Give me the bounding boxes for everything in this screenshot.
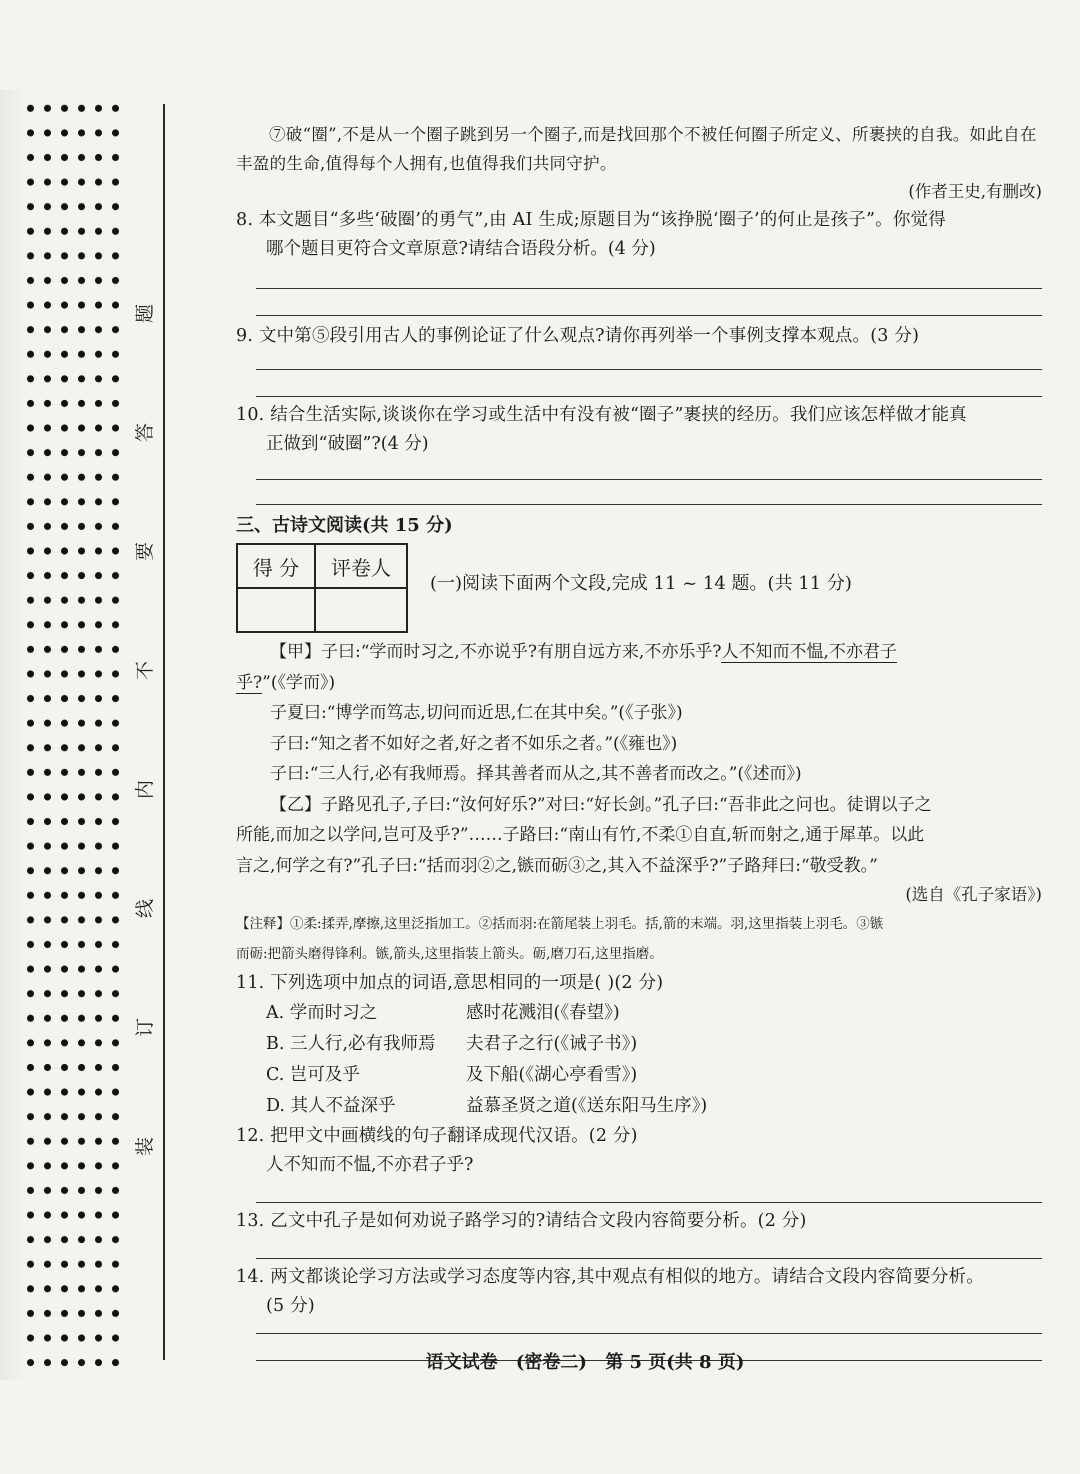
binding-line xyxy=(163,104,165,1360)
yi-line: 所能,而加之以学问,岂可及乎?”……子路曰:“南山有竹,不柔①自直,斩而射之,通于犀革。以此 xyxy=(236,825,925,845)
answer-line[interactable] xyxy=(256,1202,1042,1203)
score-cell[interactable] xyxy=(237,588,315,632)
question-8: 8. 本文题目“多些‘破圈’的勇气”,由 AI 生成;原题目为“该挣脱‘圈子’的何止是孩子”。你觉得 xyxy=(236,210,946,230)
seal-char: 题 xyxy=(134,303,157,324)
option-b[interactable]: B. 三人行,必有我师焉 夫君子之行(《诫子书》) xyxy=(266,1034,638,1054)
question-10-cont: 正做到“破圈”?(4 分) xyxy=(266,434,429,454)
score-row xyxy=(236,543,1042,633)
seal-char: 装 xyxy=(134,1136,157,1157)
passage-source: (作者王史,有删改) xyxy=(908,182,1042,201)
jia-line: 乎?”(《学而》) xyxy=(236,672,336,693)
text-jia xyxy=(236,637,1042,790)
seal-char: 订 xyxy=(134,1017,157,1038)
question-12-sentence: 人不知而不愠,不亦君子乎? xyxy=(266,1155,474,1175)
option-a[interactable]: A. 学而时习之 感时花溅泪(《春望》) xyxy=(266,1003,620,1023)
question-9: 9. 文中第⑤段引用古人的事例论证了什么观点?请你再列举一个事例支撑本观点。(3 分) xyxy=(236,326,920,346)
seal-char: 内 xyxy=(134,779,157,800)
passage-paragraph-7: ⑦破“圈”,不是从一个圈子跳到另一个圈子,而是找回那个不被任何圈子所定义、所裹挟的自我。如此自在丰盈的生命,值得每个人拥有,也值得我们共同守护。 xyxy=(236,125,1037,173)
question-8-cont: 哪个题目更符合文章原意?请结合语段分析。(4 分) xyxy=(266,239,656,259)
yi-source: (选自《孔子家语》) xyxy=(905,885,1042,904)
question-11: 11. 下列选项中加点的词语,意思相同的一项是( )(2 分) xyxy=(236,973,664,993)
option-d[interactable]: D. 其人不益深乎 益慕圣贤之道(《送东阳马生序》) xyxy=(266,1096,708,1116)
seal-warning xyxy=(126,300,162,1160)
answer-line[interactable] xyxy=(256,396,1042,397)
score-header: 得 分 xyxy=(237,544,315,588)
part-1-instruction: (一)阅读下面两个文段,完成 11 ~ 14 题。(共 11 分) xyxy=(430,573,852,594)
jia-line: 子曰:“三人行,必有我师焉。择其善者而从之,其不善者而改之。”(《述而》) xyxy=(270,764,802,784)
jia-line: 子曰:“知之者不如好之者,好之者不如乐之者。”(《雍也》) xyxy=(270,733,678,754)
jia-line: 子夏曰:“博学而笃志,切问而近思,仁在其中矣。”(《子张》) xyxy=(270,703,683,723)
grader-header: 评卷人 xyxy=(315,544,407,588)
exam-content xyxy=(236,120,1042,1361)
yi-line: 【乙】子路见孔子,子曰:“汝何好乐?”对曰:“好长剑。”孔子曰:“吾非此之问也。徒谓以子之 xyxy=(270,794,932,815)
jia-line: 【甲】子曰:“学而时习之,不亦说乎?有朋自远方来,不亦乐乎?人不知而不愠,不亦君子 xyxy=(270,642,897,662)
grader-cell[interactable] xyxy=(315,588,407,632)
seal-char: 不 xyxy=(134,660,157,681)
answer-line[interactable] xyxy=(256,315,1042,316)
option-c[interactable]: C. 岂可及乎 及下船(《湖心亭看雪》) xyxy=(266,1065,638,1085)
question-10: 10. 结合生活实际,谈谈你在学习或生活中有没有被“圈子”裹挟的经历。我们应该怎样做才能真 xyxy=(236,405,967,425)
seal-char: 线 xyxy=(134,898,157,919)
answer-line[interactable] xyxy=(256,479,1042,480)
footer-page-number: 第 5 页(共 8 页) xyxy=(605,1352,745,1373)
section-3-title: 三、古诗文阅读(共 15 分) xyxy=(236,515,453,536)
question-14-cont: (5 分) xyxy=(266,1296,315,1316)
answer-line[interactable] xyxy=(256,1258,1042,1259)
text-yi xyxy=(236,790,1042,910)
footer-paper: (密卷二) xyxy=(515,1352,587,1373)
answer-line[interactable] xyxy=(256,504,1042,505)
yi-line: 言之,何学之有?”孔子曰:“括而羽②之,镞而砺③之,其入不益深乎?”子路拜曰:“敬受教。” xyxy=(236,855,878,876)
answer-line[interactable] xyxy=(256,288,1042,289)
question-12: 12. 把甲文中画横线的句子翻译成现代汉语。(2 分) xyxy=(236,1126,638,1146)
question-13: 13. 乙文中孔子是如何劝说子路学习的?请结合文段内容简要分析。(2 分) xyxy=(236,1211,807,1231)
binding-edge xyxy=(0,90,24,1380)
score-table xyxy=(236,543,408,633)
answer-line[interactable] xyxy=(256,1333,1042,1334)
note-line: 而砺:把箭头磨得锋利。镞,箭头,这里指装上箭头。砺,磨刀石,这里指磨。 xyxy=(236,946,663,962)
footer-subject: 语文试卷 xyxy=(425,1352,498,1373)
seal-char: 答 xyxy=(134,422,157,443)
note-line: 【注释】①柔:揉弄,摩擦,这里泛指加工。②括而羽:在箭尾装上羽毛。括,箭的末端。羽,这里指装上羽毛。③镞 xyxy=(236,916,884,932)
seal-char: 要 xyxy=(134,541,157,562)
question-14: 14. 两文都谈论学习方法或学习态度等内容,其中观点有相似的地方。请结合文段内容简要分析。 xyxy=(236,1267,984,1287)
annotations xyxy=(236,909,1042,969)
answer-line[interactable] xyxy=(256,369,1042,370)
underlined-sentence: 人不知而不愠,不亦君子 xyxy=(721,642,897,662)
underlined-sentence: 乎? xyxy=(236,672,263,693)
page-footer xyxy=(0,1348,1080,1374)
